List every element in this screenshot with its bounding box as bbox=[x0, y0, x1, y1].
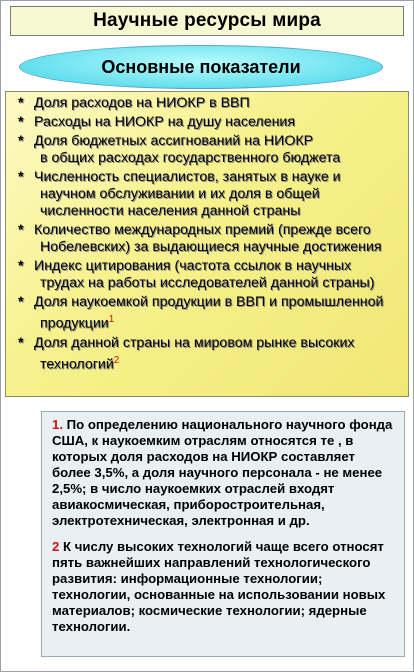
indicator-text: Доля наукоемкой продукции в ВВП и промышленной bbox=[34, 294, 384, 310]
footnotes-panel bbox=[41, 411, 405, 657]
footnote-text: По определению национального научного фонда США, к наукоемким отраслям относятся те , в которых доля расходов на НИОКР составляет более 3,5%, а доля научного персонала - не менее 2,5%; в число наукоемких отраслей входят авиакосмическая, приборостроительная, электротехническая, электронная и др. bbox=[52, 417, 393, 528]
footnote bbox=[52, 417, 396, 529]
indicator-item bbox=[6, 169, 408, 220]
indicator-item bbox=[6, 133, 408, 167]
indicator-item bbox=[6, 258, 408, 292]
bullet-star: * bbox=[18, 294, 24, 310]
bullet-star: * bbox=[18, 133, 24, 149]
footnote-marker: 1 bbox=[108, 314, 115, 325]
indicator-text: Доля данной страны на мировом рынке высоких bbox=[34, 334, 355, 351]
footnote-marker: 2 bbox=[113, 354, 120, 366]
bullet-star: * bbox=[18, 169, 24, 185]
indicator-text-continued: технологий$^2$ bbox=[40, 354, 120, 373]
indicator-item bbox=[6, 335, 408, 374]
indicator-text: Доля бюджетных ассигнований на НИОКР bbox=[34, 133, 314, 149]
indicator-text-continued: продукции$^1$ bbox=[40, 314, 115, 332]
indicator-text-continued: трудах на работы исследователей данной страны) bbox=[40, 275, 375, 291]
indicator-item bbox=[6, 294, 408, 333]
indicator-item bbox=[6, 95, 408, 112]
indicators-list bbox=[6, 92, 408, 373]
indicator-item bbox=[6, 114, 408, 131]
indicator-text: Расходы на НИОКР на душу населения bbox=[34, 114, 296, 130]
footnote-text: К числу высоких технологий чаще всего относят пять важнейших направлений технологического развития: информационные технологии; технологии, основанные на использовании новых материалов; космические технологии; ядерные технологии. bbox=[52, 539, 386, 634]
footnote-number: 2 bbox=[52, 539, 60, 554]
indicator-text-continued: научном обслуживании и их доля в общей численности населения данной страны bbox=[40, 186, 320, 219]
indicator-text: Количество международных премий (прежде всего bbox=[34, 222, 371, 238]
bullet-star: * bbox=[18, 222, 24, 238]
bullet-star: * bbox=[18, 334, 24, 351]
bullet-star: * bbox=[18, 258, 24, 274]
indicator-text-continued: в общих расходах государственного бюджета bbox=[40, 150, 341, 166]
footnote bbox=[52, 539, 396, 635]
indicator-text: Доля расходов на НИОКР в ВВП bbox=[34, 95, 250, 111]
indicator-text-continued: Нобелевских) за выдающиеся научные достижения bbox=[40, 239, 382, 255]
section-heading: Основные показатели bbox=[19, 45, 383, 89]
bullet-star: * bbox=[18, 95, 24, 111]
slide-title: Научные ресурсы мира bbox=[10, 6, 404, 36]
bullet-star: * bbox=[18, 114, 24, 130]
indicators-panel bbox=[5, 91, 409, 397]
indicator-item bbox=[6, 222, 408, 256]
indicator-text: Индекс цитирования (частота ссылок в научных bbox=[34, 258, 352, 274]
footnote-number: 1. bbox=[52, 417, 63, 432]
indicator-text: Численность специалистов, занятых в науке и bbox=[34, 169, 341, 185]
